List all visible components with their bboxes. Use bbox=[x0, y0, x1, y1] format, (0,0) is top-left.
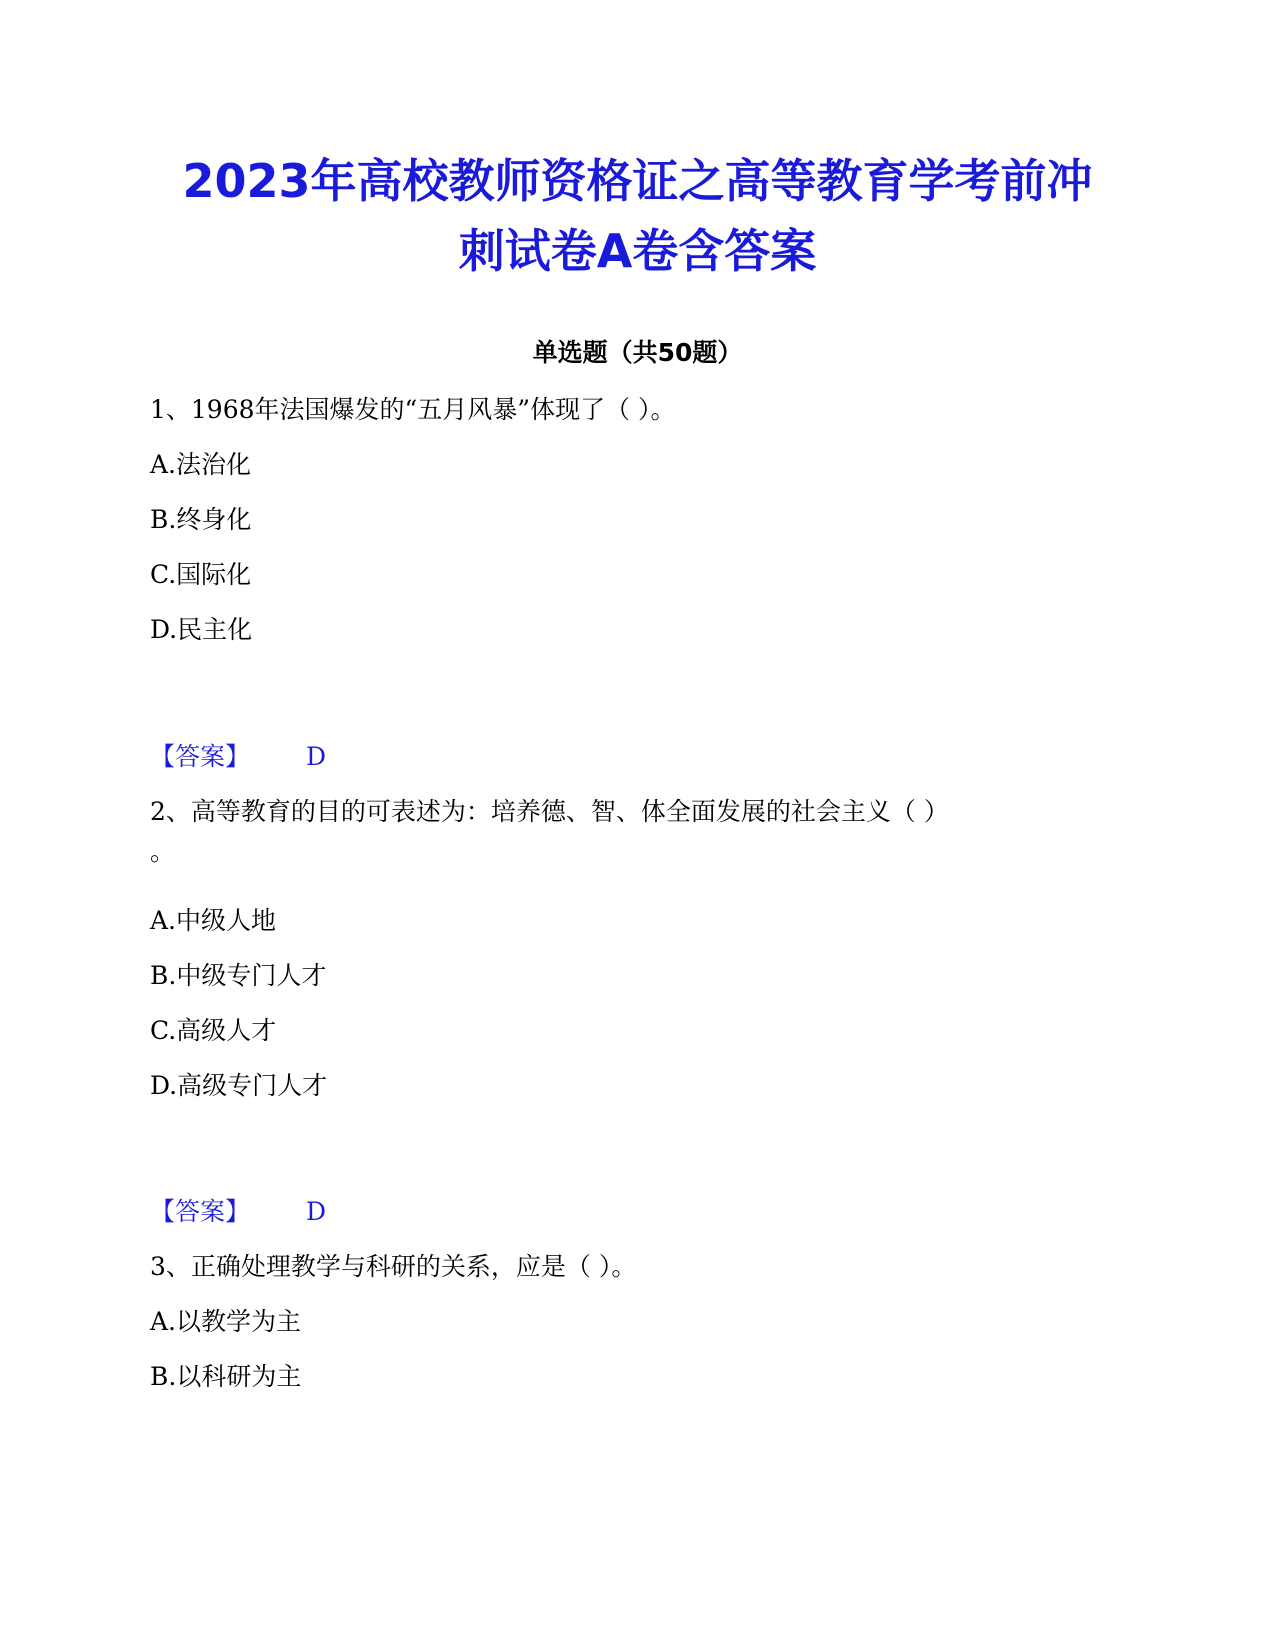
document-title-line-2: 刺试卷A卷含答案 bbox=[458, 224, 817, 278]
answer-value: D bbox=[306, 742, 327, 771]
question-2-option-c: C.高级人才 bbox=[150, 1016, 277, 1045]
question-2-stem: 2、高等教育的目的可表述为：培养德、智、体全面发展的社会主义（ ） bbox=[150, 797, 949, 826]
section-heading: 单选题（共50题） bbox=[532, 338, 743, 367]
document-title-line-1: 2023年高校教师资格证之高等教育学考前冲 bbox=[182, 154, 1093, 208]
question-2-option-d: D.高级专门人才 bbox=[150, 1071, 328, 1100]
answer-label: 【答案】 bbox=[150, 742, 251, 771]
question-1-option-b: B.终身化 bbox=[150, 505, 252, 534]
question-1-answer bbox=[150, 739, 326, 775]
answer-label: 【答案】 bbox=[150, 1197, 251, 1226]
question-1-option-a: A.法治化 bbox=[150, 450, 252, 479]
question-3-stem: 3、正确处理教学与科研的关系，应是（ ）。 bbox=[150, 1252, 637, 1281]
question-1-option-c: C.国际化 bbox=[150, 560, 252, 589]
answer-value: D bbox=[306, 1197, 327, 1226]
question-3-option-b: B.以科研为主 bbox=[150, 1362, 302, 1391]
question-2-stem-continuation: 。 bbox=[150, 837, 176, 866]
question-2-option-b: B.中级专门人才 bbox=[150, 961, 327, 990]
question-1-stem: 1、1968年法国爆发的“五月风暴”体现了（ ）。 bbox=[150, 395, 676, 424]
question-2-answer bbox=[150, 1194, 326, 1230]
question-2-option-a: A.中级人地 bbox=[150, 906, 277, 935]
question-1-option-d: D.民主化 bbox=[150, 615, 253, 644]
question-3-option-a: A.以教学为主 bbox=[150, 1307, 302, 1336]
